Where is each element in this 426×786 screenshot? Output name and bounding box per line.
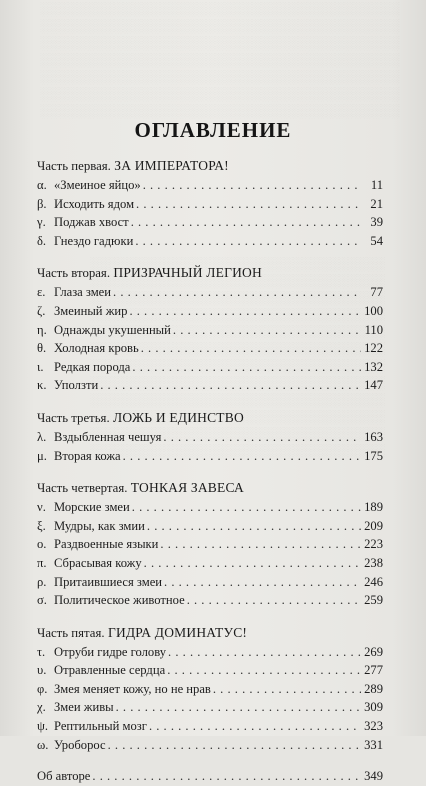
chapter-number: σ. bbox=[37, 593, 47, 608]
part-heading bbox=[37, 623, 383, 643]
chapter-title: Вздыбленная чешуя bbox=[54, 429, 162, 444]
chapter-number: ω. bbox=[37, 737, 49, 752]
chapter-number: ν. bbox=[37, 500, 46, 515]
dot-leader bbox=[136, 195, 361, 214]
toc-entry bbox=[37, 517, 383, 536]
toc-entry bbox=[37, 680, 383, 699]
toc-entry bbox=[37, 195, 383, 214]
dot-leader bbox=[187, 591, 361, 610]
dot-leader bbox=[167, 661, 361, 680]
page-number: 349 bbox=[364, 769, 383, 784]
page-number: 122 bbox=[364, 341, 383, 356]
chapter-title: Глаза змеи bbox=[54, 285, 112, 300]
page-number: 100 bbox=[364, 303, 383, 318]
part-title: ЛОЖЬ И ЕДИНСТВО bbox=[113, 409, 244, 425]
chapter-number: ψ. bbox=[37, 719, 49, 734]
toc-part bbox=[37, 408, 383, 465]
chapter-number: ξ. bbox=[37, 518, 46, 533]
part-heading bbox=[37, 408, 383, 428]
chapter-title: Исходить ядом bbox=[54, 196, 135, 211]
part-label: Часть вторая. bbox=[37, 266, 111, 281]
chapter-title: Уроборос bbox=[54, 737, 106, 752]
chapter-title: Отруби гидре голову bbox=[54, 644, 167, 659]
dot-leader bbox=[163, 428, 361, 447]
page-number: 77 bbox=[370, 285, 383, 300]
page-number: 163 bbox=[364, 429, 383, 444]
toc-entry bbox=[37, 591, 383, 610]
page-number: 269 bbox=[364, 644, 383, 659]
toc-entry bbox=[37, 283, 383, 302]
part-heading bbox=[37, 263, 383, 283]
part-heading bbox=[37, 156, 383, 176]
chapter-number: γ. bbox=[37, 215, 46, 230]
toc-entry bbox=[37, 321, 383, 340]
page-number: 21 bbox=[370, 196, 383, 211]
toc-entry bbox=[37, 176, 383, 195]
dot-leader bbox=[213, 680, 361, 699]
toc-entry bbox=[37, 428, 383, 447]
chapter-title: Вторая кожа bbox=[54, 448, 121, 463]
dot-leader bbox=[131, 213, 361, 232]
toc-part bbox=[37, 478, 383, 610]
part-title: ГИДРА ДОМИНАТУС! bbox=[107, 624, 248, 640]
toc-part bbox=[37, 156, 383, 250]
chapter-number: β. bbox=[37, 196, 47, 211]
chapter-title: Поджав хвост bbox=[54, 215, 129, 230]
toc-entry bbox=[37, 535, 383, 554]
chapter-number: κ. bbox=[37, 378, 47, 393]
page-number: 246 bbox=[364, 574, 383, 589]
page-number: 147 bbox=[364, 378, 383, 393]
dot-leader bbox=[144, 554, 361, 573]
chapter-number: δ. bbox=[37, 233, 47, 248]
toc-entry-about-author bbox=[37, 767, 383, 786]
chapter-number: μ. bbox=[37, 448, 47, 463]
page-number: 331 bbox=[364, 737, 383, 752]
part-title: ЗА ИМПЕРАТОРА! bbox=[114, 158, 229, 173]
dot-leader bbox=[141, 339, 361, 358]
dot-leader bbox=[116, 698, 361, 717]
page-number: 189 bbox=[364, 500, 383, 515]
page-number: 209 bbox=[364, 518, 383, 533]
toc-entry bbox=[37, 554, 383, 573]
chapter-number: χ. bbox=[37, 700, 46, 715]
dot-leader bbox=[100, 376, 361, 395]
dot-leader bbox=[129, 302, 361, 321]
chapter-title: Отравленные сердца bbox=[54, 663, 166, 678]
dot-leader bbox=[149, 717, 361, 736]
dot-leader bbox=[168, 643, 361, 662]
table-of-contents bbox=[37, 156, 383, 786]
part-label: Часть третья. bbox=[37, 410, 110, 425]
dot-leader bbox=[108, 736, 361, 755]
toc-entry bbox=[37, 302, 383, 321]
page-number: 11 bbox=[370, 178, 383, 192]
toc-entry bbox=[37, 736, 383, 755]
page-title: ОГЛАВЛЕНИЕ bbox=[134, 118, 292, 142]
toc-entry bbox=[37, 573, 383, 592]
page-number: 323 bbox=[364, 719, 383, 734]
toc-entry bbox=[37, 213, 383, 232]
chapter-title: Гнездо гадюки bbox=[54, 233, 134, 248]
toc-entry bbox=[37, 376, 383, 395]
toc-entry bbox=[37, 661, 383, 680]
page-number: 277 bbox=[364, 663, 383, 678]
dot-leader bbox=[135, 232, 361, 251]
toc-part bbox=[37, 623, 383, 755]
toc-entry bbox=[37, 498, 383, 517]
page-number: 223 bbox=[364, 537, 383, 552]
chapter-title: Притаившиеся змеи bbox=[54, 574, 163, 589]
part-label: Часть первая. bbox=[37, 159, 111, 173]
dot-leader bbox=[113, 283, 361, 302]
toc-part bbox=[37, 263, 383, 395]
chapter-title: Раздвоенные языки bbox=[54, 537, 159, 552]
part-label: Часть четвертая. bbox=[37, 481, 128, 496]
dot-leader bbox=[147, 517, 361, 536]
part-title: ТОНКАЯ ЗАВЕСА bbox=[130, 480, 244, 496]
about-author-title: Об авторе bbox=[37, 769, 91, 784]
dot-leader bbox=[164, 573, 361, 592]
chapter-title: Змея меняет кожу, но не нрав bbox=[54, 681, 211, 696]
page-number: 175 bbox=[364, 448, 383, 463]
chapter-number: π. bbox=[37, 555, 47, 570]
chapter-title: Змеи живы bbox=[54, 700, 114, 715]
page-number: 39 bbox=[370, 215, 383, 230]
toc-entry bbox=[37, 717, 383, 736]
toc-entry bbox=[37, 698, 383, 717]
toc-entry bbox=[37, 339, 383, 358]
part-heading bbox=[37, 478, 383, 498]
chapter-number: λ. bbox=[37, 429, 47, 444]
toc-entry bbox=[37, 447, 383, 466]
part-title: ПРИЗРАЧНЫЙ ЛЕГИОН bbox=[113, 265, 262, 281]
toc-entry bbox=[37, 232, 383, 251]
chapter-number: τ. bbox=[37, 644, 46, 659]
part-label: Часть пятая. bbox=[37, 625, 105, 640]
dot-leader bbox=[123, 447, 361, 466]
page-number: 110 bbox=[364, 322, 383, 337]
chapter-number: φ. bbox=[37, 681, 48, 696]
dot-leader bbox=[92, 767, 361, 786]
chapter-title: Редкая порода bbox=[54, 359, 131, 374]
chapter-number: ε. bbox=[37, 285, 46, 300]
page-number: 259 bbox=[364, 593, 383, 608]
chapter-number: ρ. bbox=[37, 574, 47, 589]
page-number: 309 bbox=[364, 700, 383, 715]
chapter-title: «Змеиное яйцо» bbox=[54, 178, 141, 192]
chapter-number: α. bbox=[37, 178, 47, 192]
dot-leader bbox=[160, 535, 361, 554]
chapter-number: ζ. bbox=[37, 303, 46, 318]
dot-leader bbox=[143, 176, 361, 195]
page-number: 289 bbox=[364, 681, 383, 696]
chapter-number: θ. bbox=[37, 341, 47, 356]
dot-leader bbox=[132, 358, 361, 377]
chapter-title: Мудры, как змии bbox=[54, 518, 145, 533]
page-number: 238 bbox=[364, 555, 383, 570]
chapter-number: υ. bbox=[37, 663, 47, 678]
page-number: 132 bbox=[364, 359, 383, 374]
chapter-number: ο. bbox=[37, 537, 47, 552]
toc-entry bbox=[37, 358, 383, 377]
dot-leader bbox=[132, 498, 361, 517]
chapter-title: Однажды укушенный bbox=[54, 322, 171, 337]
chapter-title: Змеиный жир bbox=[54, 303, 128, 318]
chapter-title: Сбрасывая кожу bbox=[54, 555, 142, 570]
dot-leader bbox=[173, 321, 361, 340]
chapter-number: ι. bbox=[37, 359, 44, 374]
page-number: 54 bbox=[370, 233, 383, 248]
chapter-title: Морские змеи bbox=[54, 500, 130, 515]
chapter-number: η. bbox=[37, 322, 47, 337]
chapter-title: Уползти bbox=[54, 378, 99, 393]
toc-entry bbox=[37, 643, 383, 662]
chapter-title: Рептильный мозг bbox=[54, 719, 147, 734]
chapter-title: Политическое животное bbox=[54, 593, 185, 608]
chapter-title: Холодная кровь bbox=[54, 341, 139, 356]
